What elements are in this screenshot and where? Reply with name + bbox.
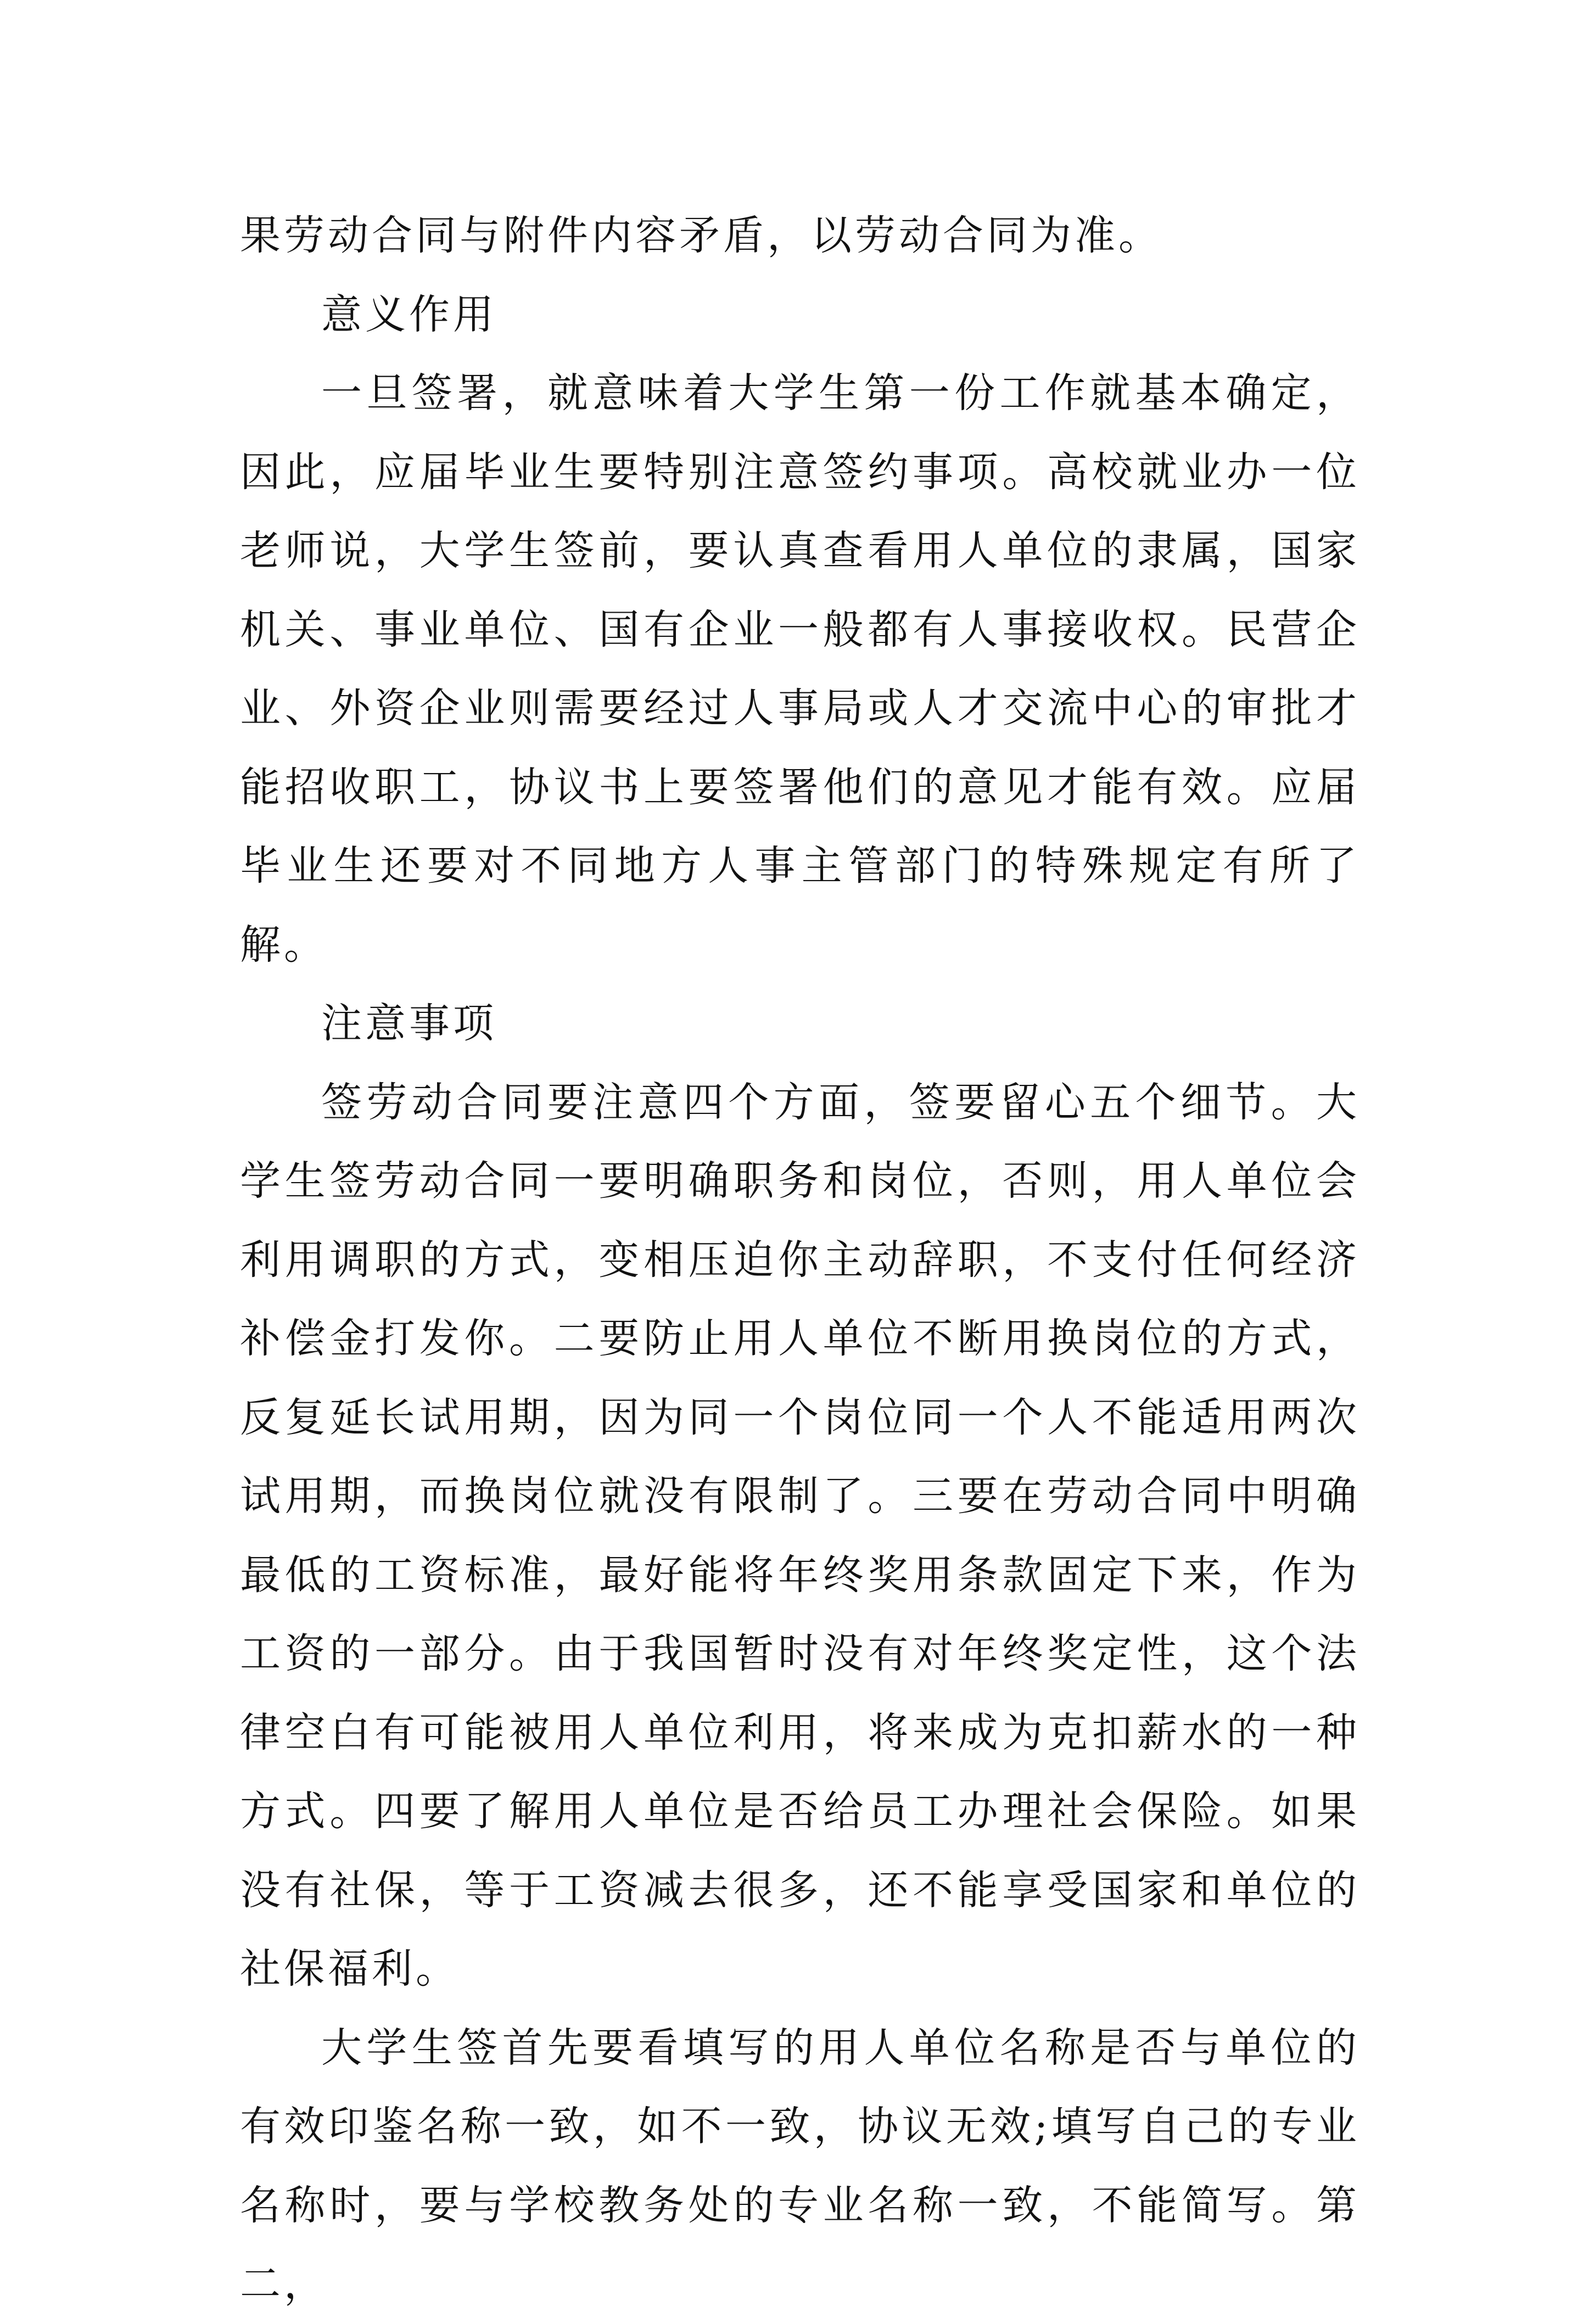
section-heading-precautions: 注意事项: [321, 1000, 497, 1047]
paragraph-signing-details: 大学生签首先要看填写的用人单位名称是否与单位的有效印鉴名称一致，如不一致，协议无效;填写自己的专业名称时，要与学校教务处的专业名称一致，不能简写。第二，: [240, 2024, 1360, 2308]
paragraph-precautions: 签劳动合同要注意四个方面，签要留心五个细节。大学生签劳动合同一要明确职务和岗位，否则，用人单位会利用调职的方式，变相压迫你主动辞职，不支付任何经济补偿金打发你。二要防止用人单位不断用换岗位的方式，反复延长试用期，因为同一个岗位同一个人不能适用两次试用期，而换岗位就没有限制了。三要在劳动合同中明确最低的工资标准，最好能将年终奖用条款固定下来，作为工资的一部分。由于我国暂时没有对年终奖定性，这个法律空白有可能被用人单位利用，将来成为克扣薪水的一种方式。四要了解用人单位是否给员工办理社会保险。如果没有社保，等于工资减去很多，还不能享受国家和单位的社保福利。: [240, 1078, 1360, 1992]
paragraph-significance: 一旦签署，就意味着大学生第一份工作就基本确定，因此，应届毕业生要特别注意签约事项。高校就业办一位老师说，大学生签前，要认真查看用人单位的隶属，国家机关、事业单位、国有企业一般都有人事接收权。民营企业、外资企业则需要经过人事局或人才交流中心的审批才能招收职工，协议书上要签署他们的意见才能有效。应届毕业生还要对不同地方人事主管部门的特殊规定有所了解。: [240, 369, 1360, 968]
section-heading-significance: 意义作用: [321, 290, 497, 338]
paragraph-continued: 果劳动合同与附件内容矛盾，以劳动合同为准。: [240, 212, 1162, 259]
document-body: [240, 197, 1360, 2324]
